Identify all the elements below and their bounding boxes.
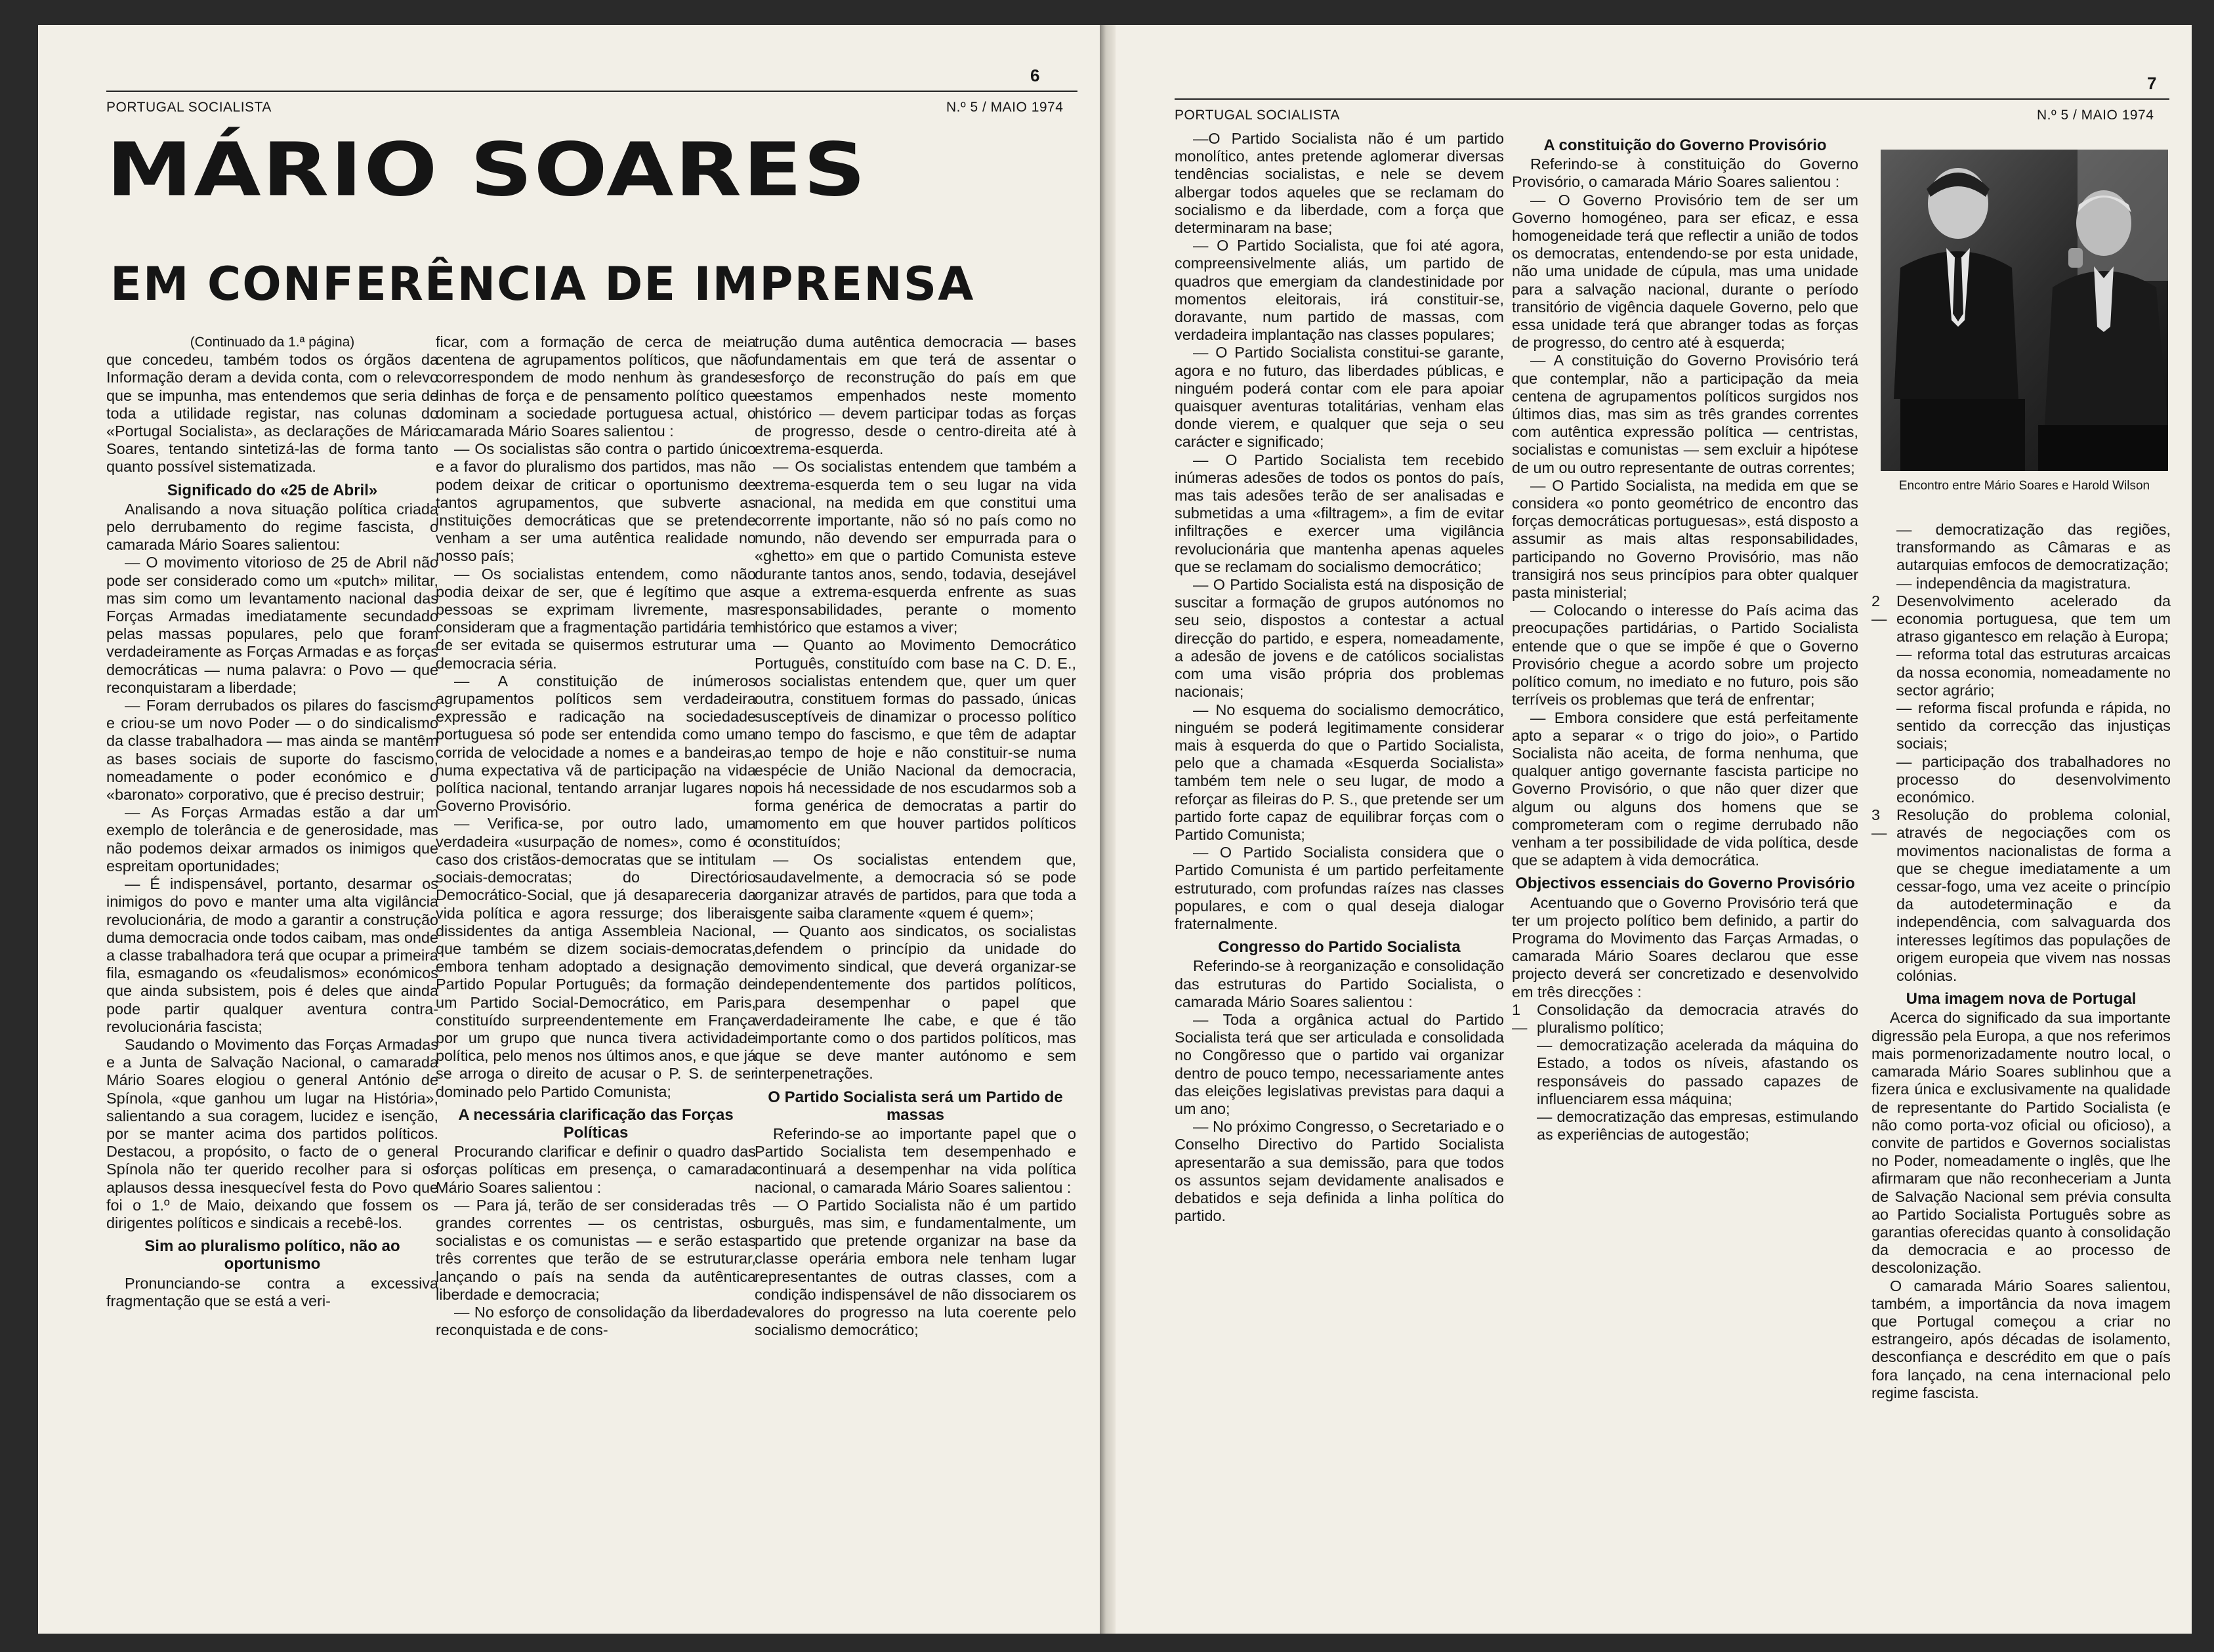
paragraph: — O Partido Socialista, que foi até agora, compreensivelmente aliás, um partido de quadros que emergiam da clandestinidade por momentos eleitorais, irá constituir-se, doravante, num partido de massas, com verdadeira implantação nas classes populares; <box>1175 237 1504 344</box>
paragraph: — O Governo Provisório tem de ser um Governo homogéneo, para ser eficaz, e essa homogeneidade terá que reflectir a união de todos os democratas, entendendo-se por esta unidade, não uma unidade de cúpula, mas uma unidade para a salvação nacional, durante o período transitório de vigência daquele Governo, pelo que essa unidade terá que abranger todas as forças de progresso, do centro até à esquerda; <box>1512 191 1858 352</box>
right-page <box>1116 25 2192 1634</box>
header-rule <box>1175 98 2169 100</box>
paragraph: —O Partido Socialista não é um partido monolítico, antes pretende aglomerar diversas tendências socialistas, e nele se devem albergar todos aqueles que se reclamam do socialismo e da liberdade, com a força que determinaram na base; <box>1175 130 1504 237</box>
list-item <box>1512 1037 1858 1108</box>
paragraph: — No esforço de consolidação da liberdade reconquistada e de cons- <box>436 1303 756 1339</box>
header-publication: PORTUGAL SOCIALISTA <box>1175 108 1340 123</box>
list-text: — independência da magistratura. <box>1896 574 2131 592</box>
header-rule <box>106 91 1077 92</box>
paragraph: Procurando clarificar e definir o quadro das forças políticas em presença, o camarada Mário Soares salientou : <box>436 1143 756 1196</box>
list-text: — democratização acelerada da máquina do Estado, a todos os níveis, afastando os responsáveis do passado capazes de influenciarem essa máquina; <box>1537 1037 1858 1107</box>
paragraph: — O Partido Socialista está na disposição de suscitar a formação de grupos autónomos no seu seio, dispostos a contestar a actual direcção do partido, e espera, nomeadamente, a adesão de jovens e de católicos socialistas com uma visão própria dos problemas nacionais; <box>1175 576 1504 701</box>
paragraph: Referindo-se à constituição do Governo Provisório, o camarada Mário Soares salientou : <box>1512 155 1858 191</box>
article-subtitle: EM CONFERÊNCIA DE IMPRENSA <box>110 257 975 311</box>
section-heading: A necessária clarificação das Forças Políticas <box>458 1105 734 1142</box>
list-text: Consolidação da democracia através do pluralismo político; <box>1537 1001 1858 1036</box>
right-column-1 <box>1175 130 1504 1225</box>
header-publication: PORTUGAL SOCIALISTA <box>106 100 272 115</box>
paragraph: — Toda a orgânica actual do Partido Socialista terá que ser articulada e consolidada no Congõresso que o partido vai organizar dentro de pouco tempo, necessariamente antes das eleições legislativas previstas para daqui a um ano; <box>1175 1010 1504 1117</box>
paragraph: — O Partido Socialista tem recebido inúmeras adesões de todos os pontos do país, mas tais adesões terão de ser analisadas e submetidas a uma «filtragem», a fim de evitar infiltrações e exercer uma vigilância revolucionária que mantenha apenas aqueles que se reclamam do socialismo democrático; <box>1175 451 1504 575</box>
list-item <box>1512 1108 1858 1144</box>
paragraph: — Embora considere que está perfeitamente apto a separar « o trigo do joio», o Partido Socialista não aceita, de forma nenhuma, que qualquer antigo governante fascista participe no Governo Provisório, o que não quer dizer que algum ou alguns dos homens que se comprometeram com o regime derrubado não venham a ter possibilidade de vida política, desde que se adaptem à vida democrática. <box>1512 709 1858 869</box>
paragraph: — Quanto aos sindicatos, os socialistas defendem o princípio da unidade do movimento sindical, que deverá organizar-se independentemente dos partidos políticos, para desempenhar o papel que verdadeiramente lhe cabe, e que é tão importante como o dos partidos políticos, mas que se deve manter autónomo e sem interpenetrações. <box>755 922 1076 1083</box>
paragraph: — O Partido Socialista constitui-se garante, agora e no futuro, das liberdades públicas, e ninguém poderá contar com ele para apoiar quaisquer aventuras totalitárias, venham elas donde vierem, e qualquer que seja o seu carácter e significado; <box>1175 344 1504 451</box>
list-item <box>1871 699 2171 753</box>
list-text: Resolução do problema colonial, através de negociações com os movimentos nacionalistas de forma a que se chegue imediatamente a um cessar-fogo, uma vez aceite o princípio da autodeterminação e da independência, com salvaguarda dos interesses legítimos das populações de origem europeia que vivem nas nossas colónias. <box>1896 806 2171 985</box>
section-heading: Uma imagem nova de Portugal <box>1906 990 2137 1008</box>
list-number: 3 — <box>1871 806 1887 842</box>
section-heading: O Partido Socialista será um Partido de massas <box>768 1088 1063 1124</box>
page-number: 7 <box>2147 73 2157 93</box>
list-item <box>1871 806 2171 985</box>
paragraph: Analisando a nova situação política criada pelo derrubamento do regime fascista, o camarada Mário Soares salientou: <box>106 500 438 554</box>
paragraph: — Colocando o interesse do País acima das preocupações partidárias, o Partido Socialista entende que o que se impõe é que o Governo Provisório chegue a acordo sobre um projecto político comum, no imediato e no futuro, pois são terríveis os problemas que terá de enfrentar; <box>1512 602 1858 709</box>
page-number: 6 <box>1030 66 1040 85</box>
paragraph: — É indispensável, portanto, desarmar os inimigos do povo e manter uma alta vigilância revolucionária, de modo a garantir a construção duma democracia onde todos caibam, mas onde a classe trabalhadora terá que ocupar a primeira fila, esmagando os «feudalismos» económicos que ainda subsistem, pois é deles que ainda pode partir qualquer aventura contra-revolucionária fascista; <box>106 875 438 1035</box>
paragraph: — O Partido Socialista, na medida em que se considera «o ponto geométrico de encontro das forças democráticas portuguesas», está disposto a assumir as mais altas responsabilidades, participando no Governo Provisório, mas não transigirá nos seus princípios para obter qualquer pasta ministerial; <box>1512 476 1858 602</box>
paragraph: — No esquema do socialismo democrático, ninguém se poderá legitimamente considerar mais à esquerda do que o Partido Socialista, pelo que a chamada «Esquerda Socialista» também tem nele o seu lugar, de modo a reforçar as fileiras do P. S., que pretende ser um partido forte capaz de equilibrar forças com o Partido Comunista; <box>1175 701 1504 843</box>
paragraph: — No próximo Congresso, o Secretariado e o Conselho Directivo do Partido Socialista apresentarão a sua demissão, para que todos os assuntos sejam devidamente analisados e debatidos e seja definida a linha política do partido. <box>1175 1118 1504 1225</box>
paragraph: — O Partido Socialista considera que o Partido Comunista é um partido perfeitamente estruturado, com profundas raízes nas classes populares, e com o qual deseja dialogar fraternalmente. <box>1175 844 1504 932</box>
left-column-1 <box>106 333 438 1310</box>
right-column-3 <box>1871 521 2171 1402</box>
paragraph: Pronunciando-se contra a excessiva fragmentação que se está a veri- <box>106 1274 438 1310</box>
left-column-2 <box>436 333 756 1339</box>
list-text: — democratização das empresas, estimulando as experiências de autogestão; <box>1537 1107 1858 1144</box>
right-column-2 <box>1512 136 1858 1144</box>
photo-caption: Encontro entre Mário Soares e Harold Wilson <box>1898 479 2150 493</box>
paragraph: — Os socialistas são contra o partido único e a favor do pluralismo dos partidos, mas não podem deixar de criticar o oportunismo de tantos agrupamentos, que subverte as instituições democráticas que se pretende venham a ser uma autêntica realidade no nosso país; <box>436 440 756 565</box>
list-item <box>1871 753 2171 807</box>
paragraph: — Para já, terão de ser consideradas três grandes correntes — os centristas, os socialistas e os comunistas — e serão estas três correntes que terão de se estruturar, lançando o país na senda da autêntica liberdade e democracia; <box>436 1196 756 1303</box>
paragraph: — A constituição do Governo Provisório terá que contemplar, não a participação da meia centena de agrupamentos políticos surgidos nos últimos dias, mas sim as três grandes correntes com autêntica expressão política — centristas, socialistas e comunistas — sem excluir a hipótese de um ou outro representante de outras correntes; <box>1512 352 1858 476</box>
paragraph: — Os socialistas entendem que, saudavelmente, a democracia só se pode organizar através de partidos, para que toda a gente saiba claramente «quem é quem»; <box>755 850 1076 922</box>
paragraph: — A constituição de inúmeros agrupamentos políticos sem verdadeira expressão e radicação na sociedade portuguesa só pode ser entendida como uma corrida de velocidade a nomes e a bandeiras, numa expectativa vã de participação na vida política nacional, tentando arranjar lugares no Governo Provisório. <box>436 672 756 815</box>
paragraph: — Foram derrubados os pilares do fascismo e criou-se um novo Poder — o do sindicalismo da classe trabalhadora — mas ainda se mantêm as bases sociais de suporte do fascismo, nomeadamente o poder económico e o «baronato» corporativo, que é preciso destruir; <box>106 697 438 804</box>
list-text: — reforma total das estruturas arcaicas da nossa economia, nomeadamente no sector agrário; <box>1896 646 2171 699</box>
paragraph: — Verifica-se, por outro lado, uma verdadeira «usurpação de nomes», como é o caso dos cristãos-democratas que se intitulam sociais-democratas; do Directório Democrático-Social, que já desapareceria da vida política e agora ressurge; dos liberais dissidentes da antiga Assembleia Nacional, que também se dizem sociais-democratas, embora tenham adoptado a designação de Partido Popular Português; da formação de um Partido Social-Democrático, em Paris, constituído surpreendentemente em França por um grupo que nunca tivera actividade política, pelo menos nos últimos anos, e que já se arroga o direito de acusar o P. S. de ser dominado pelo Partido Comunista; <box>436 815 756 1100</box>
paragraph: trução duma autêntica democracia — bases fundamentais em que terá de assentar o esforço de reconstrução do país em que estamos empenhados neste momento histórico — devem participar todas as forças de progresso, desde o centro-direita até à extrema-esquerda. <box>755 333 1076 458</box>
paragraph: — As Forças Armadas estão a dar um exemplo de tolerância e de generosidade, mas não podemos deixar armados os inimigos que espreitam oportunidades; <box>106 804 438 875</box>
list-item <box>1871 592 2171 646</box>
list-item <box>1512 1001 1858 1037</box>
continued-note: (Continuado da 1.ª página) <box>190 335 355 350</box>
paragraph: ficar, com a formação de cerca de meia centena de agrupamentos políticos, que não correspondem de modo nenhum às grandes linhas de força e de pensamento político que dominam a sociedade portuguesa actual, o camarada Mário Soares salientou : <box>436 333 756 440</box>
left-page <box>38 25 1100 1634</box>
section-heading: Sim ao pluralismo político, não ao oportunismo <box>144 1237 400 1273</box>
left-column-3 <box>755 333 1076 1339</box>
paragraph: Referindo-se à reorganização e consolidação das estruturas do Partido Socialista, o camarada Mário Soares salientou : <box>1175 957 1504 1010</box>
list-item <box>1871 521 2171 575</box>
header-issue: N.º 5 / MAIO 1974 <box>946 100 1064 115</box>
list-text: — democratização das regiões, transformando as Câmaras e as autarquias emfocos de democratização; <box>1896 521 2171 574</box>
paragraph: que concedeu, também todos os órgãos da Informação deram a devida conta, com o relevo que se impunha, mas entendemos que seria de toda a utilidade registar, nas colunas do «Portugal Socialista», as declarações de Mário Soares, tentando sintetizá-las de forma tanto quanto possível sistematizada. <box>106 351 438 476</box>
paragraph: O camarada Mário Soares salientou, também, a importância da nova imagem que Portugal começou a criar no estrangeiro, após décadas de isolamento, desconfiança e descrédito em que o país fora lançado, na cena internacional pelo regime fascista. <box>1871 1277 2171 1401</box>
paragraph: — O movimento vitorioso de 25 de Abril não pode ser considerado como um «putch» militar, mas sim como um levantamento nacional das Forças Armadas imediatamente secundado pelas massas populares, pelo que foram verdadeiramente as Forças Armadas e as forças democráticas — numa palavra: o Povo — que reconquistaram a liberdade; <box>106 554 438 696</box>
list-text: — participação dos trabalhadores no processo do desenvolvimento económico. <box>1896 753 2171 806</box>
paragraph: — O Partido Socialista não é um partido burguês, mas sim, e fundamentalmente, um partido que pretende organizar na base da classe operária embora nele tenham lugar representantes de outras classes, com a condição indispensável de não dissociarem os valores do progresso na luta coerente pelo socialismo democrático; <box>755 1196 1076 1339</box>
article-title: MÁRIO SOARES <box>106 127 867 213</box>
paragraph: — Quanto ao Movimento Democrático Português, constituído com base na C. D. E., os socialistas entendem que, quer um quer outra, constituem formas do passado, únicas susceptíveis de dinamizar o processo político no tempo do fascismo, e que têm de adaptar ao tempo de hoje e não constituir-se numa espécie de União Nacional da democracia, pois há necessidade de nos escudarmos sob a forma genérica de democratas a partir do momento em que houver partidos políticos constituídos; <box>755 636 1076 850</box>
list-number: 2 — <box>1871 592 1887 628</box>
paragraph: Acentuando que o Governo Provisório terá que ter um projecto político bem definido, a partir do Programa do Movimento das Farças Armadas, o camarada Mário Soares declarou que esse projecto deverá ser concretizado e desenvolvido em três direcções : <box>1512 894 1858 1001</box>
section-heading: Significado do «25 de Abril» <box>167 481 378 499</box>
section-heading: A constituição do Governo Provisório <box>1543 136 1827 154</box>
paragraph: Acerca do significado da sua importante digressão pela Europa, a que nos referimos mais pormenorizadamente noutro local, o camarada Mário Soares sublinhou que a fizera única e exclusivamente na qualidade de representante do Partido Socialista (e não como porta-voz oficial ou oficioso), a convite de partidos e Governos socialistas no Poder, nomeadamente o inglês, que lhe afirmaram que não reconheceriam a Junta de Salvação Nacional sem prévia consulta ao Partido Socialista Português sobre as garantias oferecidas quanto à consolidação da democracia e ao processo de descolonização. <box>1871 1009 2171 1277</box>
paragraph: Referindo-se ao importante papel que o Partido Socialista tem desempenhado e continuará a desempenhar na vida política nacional, o camarada Mário Soares salientou : <box>755 1125 1076 1196</box>
photo-image <box>1881 150 2168 471</box>
list-text: Desenvolvimento acelerado da economia portuguesa, que tem um atraso gigantesco em relação à Europa; <box>1896 592 2171 646</box>
photo-soares-wilson <box>1881 150 2168 471</box>
list-item <box>1871 575 2171 592</box>
paragraph: — Os socialistas entendem, como não podia deixar de ser, que é legítimo que as pessoas se exprimam livremente, mas consideram que a fragmentação partidária tem de ser evitada se quisermos estruturar uma democracia séria. <box>436 565 756 672</box>
page-fold <box>1100 25 1116 1634</box>
paragraph: Saudando o Movimento das Forças Armadas e a Junta de Salvação Nacional, o camarada Mário Soares elogiou o general António de Spínola, «que ganhou um lugar na História», salientando a sua coragem, lucidez e isenção, por se manter acima dos partidos políticos. Destacou, a propósito, o facto de o general Spínola não ter querido recolher para si os aplausos dessa inesquecível festa do Povo que foi o 1.º de Maio, deixando que fossem os dirigentes políticos e sindicais a recebê-los. <box>106 1035 438 1231</box>
list-text: — reforma fiscal profunda e rápida, no sentido da correcção das injustiças sociais; <box>1896 699 2171 753</box>
list-number: 1 — <box>1512 1001 1528 1036</box>
header-issue: N.º 5 / MAIO 1974 <box>2037 108 2154 123</box>
section-heading: Congresso do Partido Socialista <box>1218 938 1461 957</box>
paragraph: — Os socialistas entendem que também a extrema-esquerda tem o seu lugar na vida nacional, na medida em que constitui uma corrente importante, não só no país como no mundo, não devendo ser empurrada para o «ghetto» em que o partido Comunista esteve durante tantos anos, sendo, todavia, desejável que a extrema-esquerda enfrente as suas responsabilidades, perante o momento histórico que estamos a viver; <box>755 458 1076 636</box>
section-heading: Objectivos essenciais do Governo Provisório <box>1515 875 1855 893</box>
list-item <box>1871 646 2171 699</box>
